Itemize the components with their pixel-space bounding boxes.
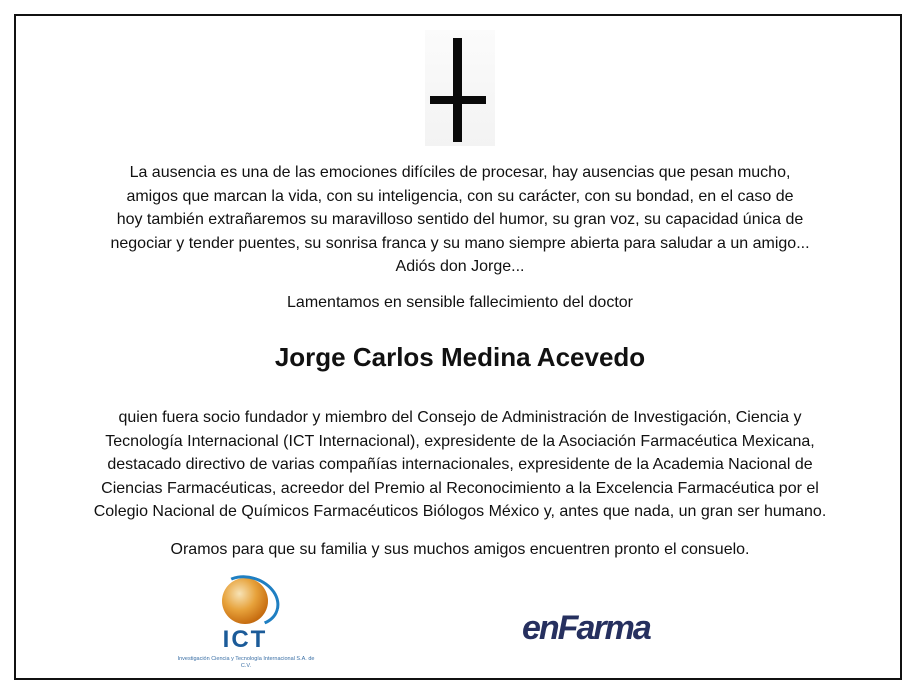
biography-paragraph [20,406,900,524]
enfarma-logo: enFarma [522,609,650,647]
tribute-line: negociar y tender puentes, su sonrisa franca y su mano siempre abierta para saludar a un amigo... [110,234,810,252]
cross-icon [425,30,495,146]
biography-line: quien fuera socio fundador y miembro del Consejo de Administración de Investigación, Ciencia y [118,409,802,426]
tribute-line: hoy también extrañaremos su maravilloso sentido del humor, su gran voz, su capacidad única de [116,211,804,228]
closing-text: Oramos para que su familia y sus muchos amigos encuentren pronto el consuelo. [170,541,750,558]
lament-text: Lamentamos en sensible fallecimiento del doctor [287,294,633,311]
tribute-line: Adiós don Jorge... [395,258,525,275]
ict-logo-subtitle: Investigación Ciencia y Tecnología Internacional S.A. de C.V. [177,656,315,669]
biography-line: Colegio Nacional de Químicos Farmacéuticos Biólogos México y, antes que nada, un gran ser humano. [93,503,827,520]
biography-line: destacado directivo de varias compañías internacionales, expresidente de la Academia Nacional de [107,456,813,473]
biography-line: Ciencias Farmacéuticas, acreedor del Premio al Reconocimiento a la Excelencia Farmacéutica por el [101,479,819,497]
biography-line: Tecnología Internacional (ICT Internacional), expresidente de la Asociación Farmacéutica Mexicana, [105,432,815,450]
tribute-paragraph [30,161,890,279]
tribute-line: La ausencia es una de las emociones difíciles de procesar, hay ausencias que pesan mucho, [129,164,791,181]
ict-logo-text: ICT [222,626,268,653]
tribute-line: amigos que marcan la vida, con su inteligencia, con su carácter, con su bondad, en el caso de [126,187,794,205]
deceased-name: Jorge Carlos Medina Acevedo [274,342,646,372]
ict-logo [177,578,320,669]
